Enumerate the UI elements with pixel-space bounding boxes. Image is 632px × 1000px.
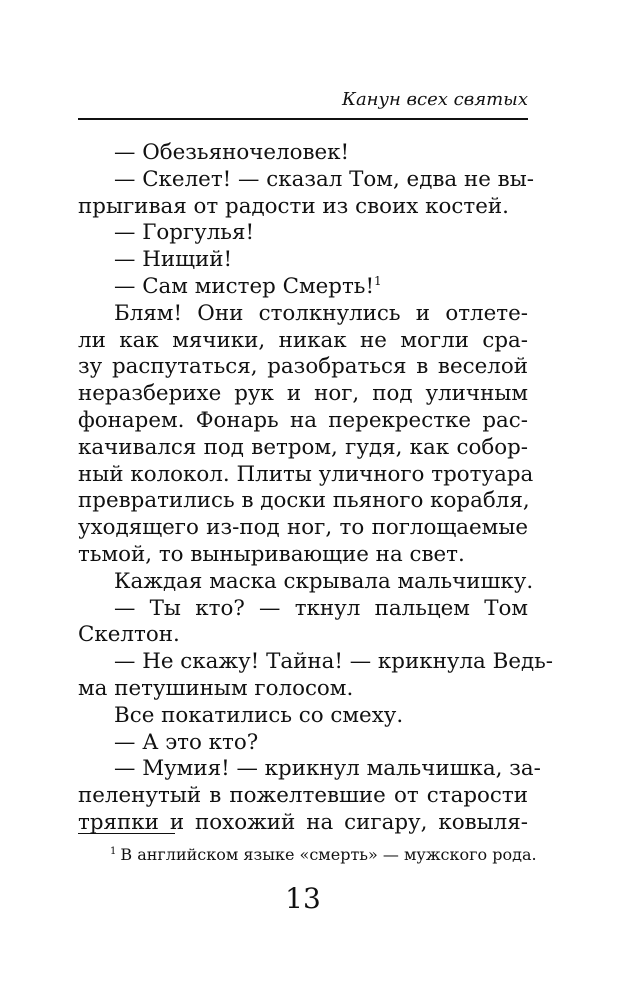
text-line: пеленутый в пожелтевшие от старости	[78, 783, 528, 809]
text-line: ный колокол. Плиты уличного тротуара	[78, 461, 534, 487]
text-line: фонарем. Фонарь на перекрестке рас-	[78, 407, 528, 433]
footnote	[110, 845, 537, 865]
text-line: Все покатились со смеху.	[114, 702, 404, 728]
text-line: — Не скажу! Тайна! — крикнула Ведь-	[114, 649, 554, 675]
text-line: зу распутаться, разобраться в веселой	[78, 354, 528, 380]
text-line: качивался под ветром, гудя, как собор-	[78, 434, 528, 460]
text-line: ли как мячики, никак не могли сра-	[78, 327, 528, 353]
text-line: — Нищий!	[114, 247, 233, 273]
text-line-content: — Сам мистер Смерть!	[114, 273, 375, 299]
body-text	[78, 140, 554, 837]
text-line: Каждая маска скрывала мальчишку.	[114, 568, 534, 594]
text-line: — Мумия! — крикнул мальчишка, за-	[114, 756, 541, 782]
text-line: — Ты кто? — ткнул пальцем Том	[114, 595, 528, 621]
text-line: — Скелет! — сказал Том, едва не вы-	[114, 166, 534, 192]
text-line: ма петушиным голосом.	[78, 675, 354, 701]
text-line: Скелтон.	[78, 622, 180, 648]
page-number: 13	[285, 882, 321, 915]
header-rule	[78, 118, 528, 120]
footnote-number: 1	[110, 846, 117, 857]
text-line: — Горгулья!	[114, 220, 255, 246]
text-line: превратились в доски пьяного корабля,	[78, 488, 530, 514]
text-line	[78, 274, 528, 301]
text-line: тряпки и похожий на сигару, ковыля-	[78, 809, 528, 835]
text-line: тьмой, то выныривающие на свет.	[78, 541, 465, 567]
footnote-rule	[78, 833, 175, 834]
footnote-reference: 1	[374, 273, 382, 288]
running-head: Канун всех святых	[342, 89, 528, 110]
text-line: уходящего из-под ног, то поглощаемые	[78, 515, 528, 541]
text-line: — Обезьяночеловек!	[114, 140, 350, 165]
text-line: прыгивая от радости из своих костей.	[78, 193, 509, 219]
text-line: неразберихе рук и ног, под уличным	[78, 381, 528, 407]
text-line: — А это кто?	[114, 729, 259, 755]
text-line: Блям! Они столкнулись и отлете-	[114, 300, 528, 326]
footnote-text: В английском языке «смерть» — мужского рода.	[120, 845, 537, 864]
